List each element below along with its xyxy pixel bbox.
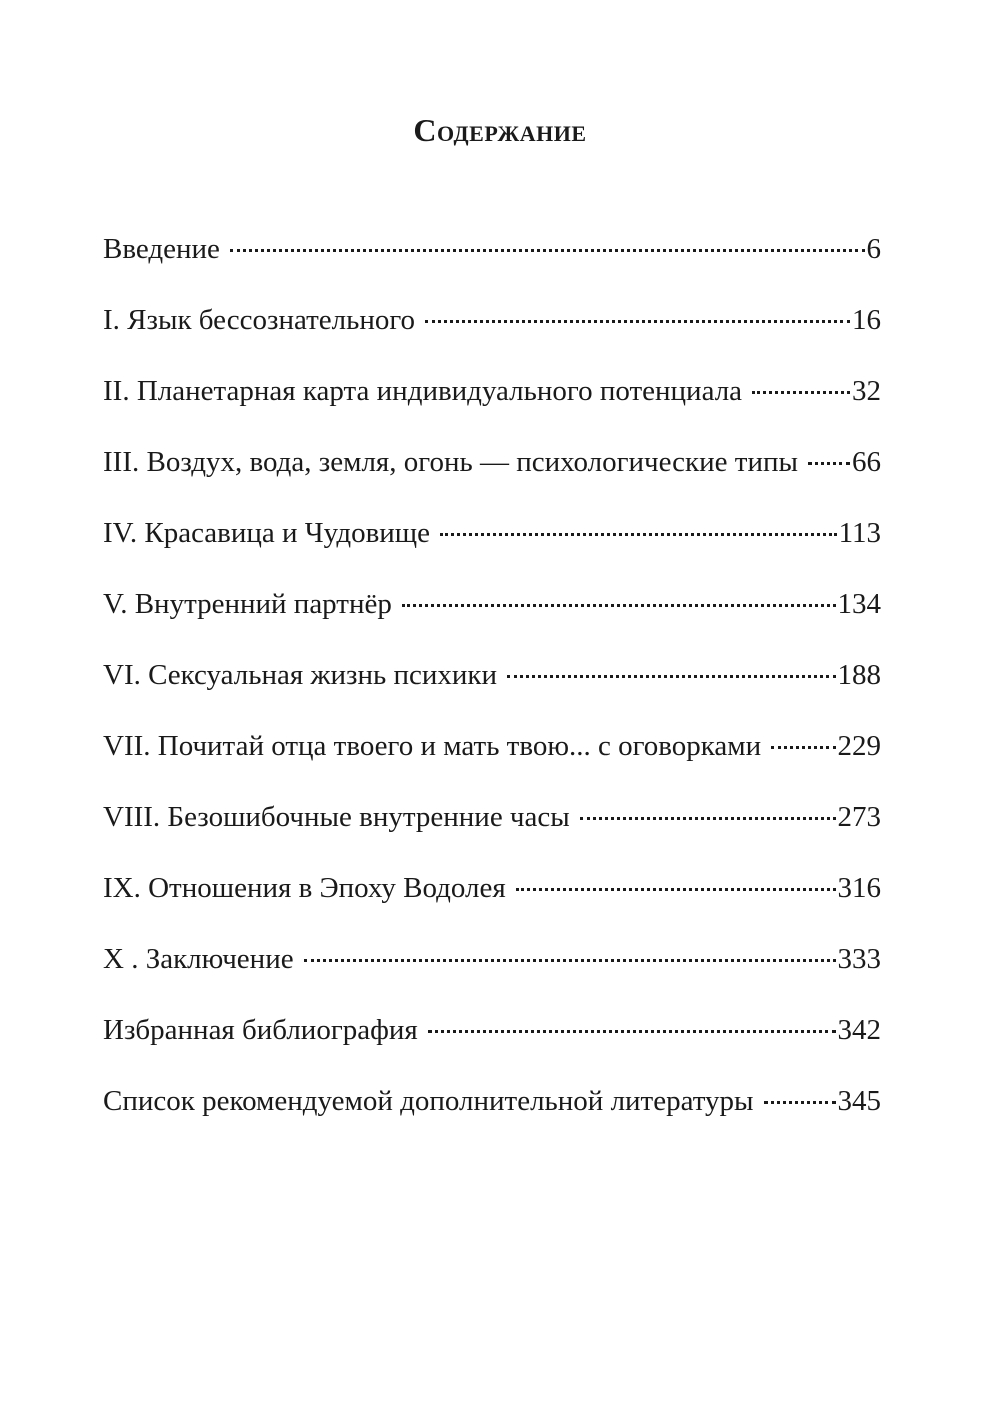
dot-leader [402, 604, 836, 607]
toc-entry-page: 333 [837, 943, 881, 975]
toc-entry [103, 295, 881, 366]
toc-entry-label: VI. Сексуальная жизнь психики [103, 659, 497, 691]
toc-entry-page: 316 [837, 872, 881, 904]
toc-entry-label: Избранная библиография [103, 1014, 418, 1046]
toc-entry-label: Список рекомендуемой дополнительной литературы [103, 1085, 754, 1117]
toc-title: Содержание [413, 112, 587, 148]
toc-entry-label: I. Язык бессознательного [103, 304, 416, 336]
toc-entry [103, 366, 881, 437]
toc-entry-label: III. Воздух, вода, земля, огонь — психологические типы [103, 446, 798, 478]
toc-entry-page: 32 [852, 375, 881, 407]
toc-entry-label: IX. Отношения в Эпоху Водолея [103, 872, 506, 904]
toc-entry-label: IV. Красавица и Чудовище [103, 517, 430, 549]
toc-entry-page: 229 [837, 730, 881, 762]
toc-entry-page: 273 [837, 801, 881, 833]
dot-leader [425, 320, 850, 323]
toc-entry [103, 1005, 881, 1076]
dot-leader [516, 888, 836, 891]
toc-entry [103, 721, 881, 792]
toc-entry-page: 342 [837, 1014, 881, 1046]
dot-leader [230, 249, 865, 252]
toc-entry [103, 650, 881, 721]
toc-entry-label: VIII. Безошибочные внутренние часы [103, 801, 570, 833]
toc-entry-page: 188 [837, 659, 881, 691]
toc-entry-page: 113 [838, 517, 881, 549]
dot-leader [752, 391, 850, 394]
toc-entry-label: VII. Почитай отца твоего и мать твою... с оговорками [103, 730, 762, 762]
dot-leader [808, 462, 850, 465]
toc-entry [103, 437, 881, 508]
dot-leader [771, 746, 835, 749]
toc-entry [103, 508, 881, 579]
toc-entry-page: 6 [866, 233, 881, 265]
toc-entry-label: V. Внутренний партнёр [103, 588, 392, 620]
toc-entry-label: Введение [103, 233, 220, 265]
toc-entry [103, 1076, 881, 1147]
toc-entry [103, 224, 881, 295]
toc-entry-page: 16 [852, 304, 881, 336]
dot-leader [580, 817, 836, 820]
dot-leader [764, 1101, 836, 1104]
toc-entry-page: 345 [837, 1085, 881, 1117]
toc-entry-label: II. Планетарная карта индивидуального потенциала [103, 375, 743, 407]
toc-entry-label: X . Заключение [103, 943, 294, 975]
dot-leader [507, 675, 836, 678]
toc-entry [103, 934, 881, 1005]
toc-entry [103, 863, 881, 934]
toc-entry-page: 134 [837, 588, 881, 620]
dot-leader [428, 1030, 836, 1033]
dot-leader [304, 959, 836, 962]
dot-leader [440, 533, 837, 536]
toc-entry-page: 66 [852, 446, 881, 478]
toc-entry [103, 792, 881, 863]
toc-entry [103, 579, 881, 650]
toc-list [103, 224, 881, 1147]
